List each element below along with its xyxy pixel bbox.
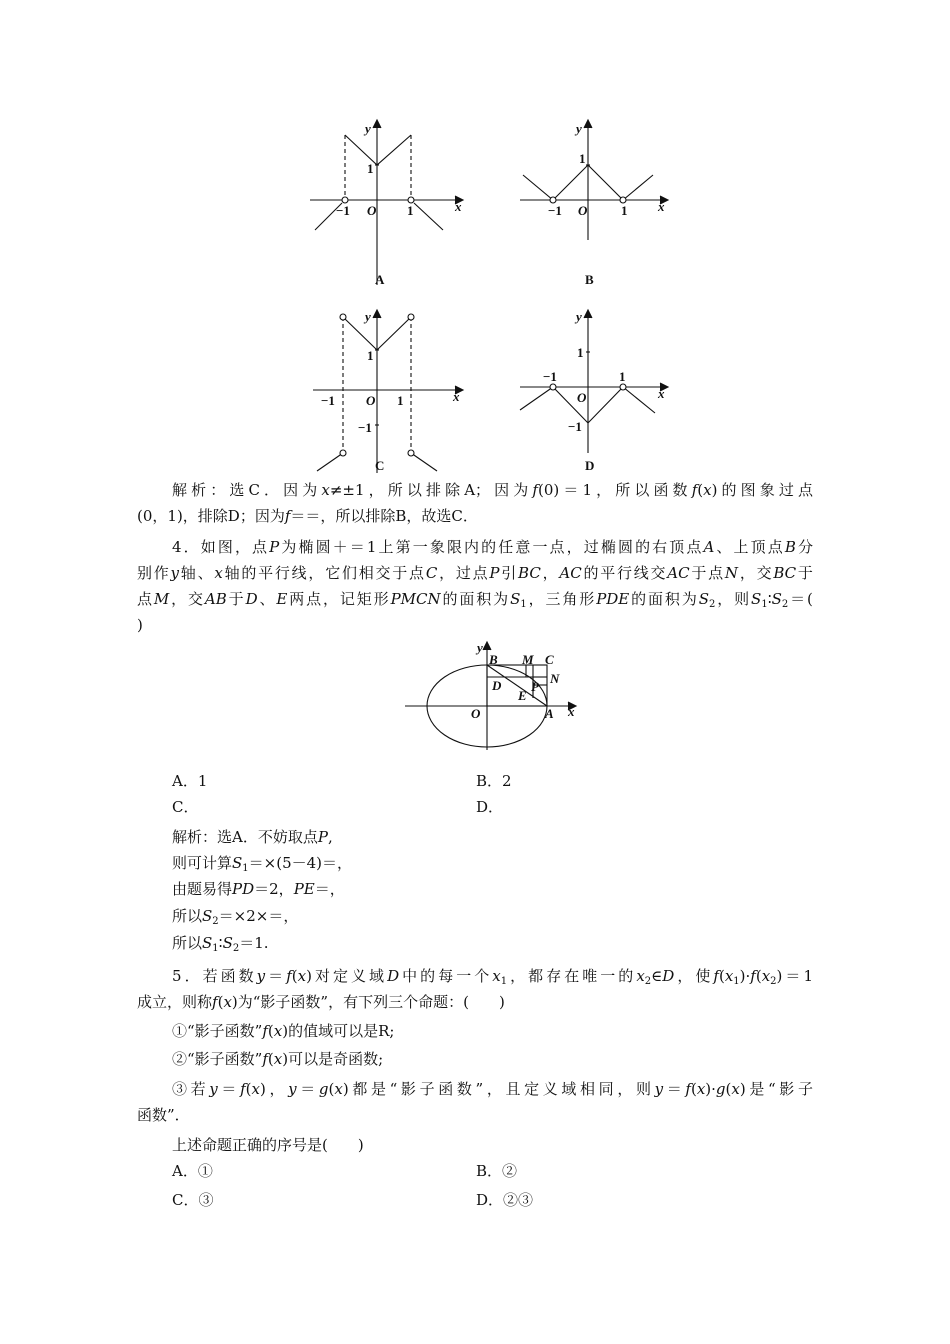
ellipse-y-label: y xyxy=(477,640,483,655)
q5-option-d[interactable]: D．②③ xyxy=(476,1191,534,1209)
q5-option-a[interactable]: A．① xyxy=(172,1162,213,1180)
graph-b-y-label: y xyxy=(576,121,582,136)
graph-d-y-neg-one: −1 xyxy=(568,419,582,434)
graph-c-y-label: y xyxy=(365,309,371,324)
q5-proposition-3: ③若y＝f(x)，y＝g(x)都是“影子函数”，且定义域相同，则y＝f(x)·g(x)是“影子 xyxy=(172,1080,813,1098)
graph-d-x-neg-one: −1 xyxy=(543,369,557,384)
q4-solution-line1: 解析：选A．不妨取点P, xyxy=(172,828,333,846)
q4-stem-line2: 别作y轴、x轴的平行线，它们相交于点C，过点P引BC，AC的平行线交AC于点N，交BC于 xyxy=(137,564,813,582)
graph-d-x-one: 1 xyxy=(619,369,626,384)
graph-b xyxy=(515,115,685,290)
q5-question: 上述命题正确的序号是( ) xyxy=(172,1136,364,1154)
q5-stem-line2: 成立，则称f(x)为“影子函数”，有下列三个命题：( ) xyxy=(137,993,505,1011)
graph-b-x-label: x xyxy=(658,199,665,214)
graph-b-y-one: 1 xyxy=(579,151,586,166)
q3-solution-line2: (0，1)，排除D；因为f＝＝，所以排除B，故选C． xyxy=(137,507,478,525)
ellipse-point-a: A xyxy=(545,706,554,721)
q4-option-c[interactable]: C． xyxy=(172,798,199,816)
q4-option-a[interactable]: A．1 xyxy=(172,772,208,790)
graph-b-origin: O xyxy=(578,203,588,218)
q5-option-c[interactable]: C．③ xyxy=(172,1191,214,1209)
ellipse-point-c: C xyxy=(545,652,554,667)
graph-c-origin: O xyxy=(366,393,376,408)
ellipse-point-m: M xyxy=(522,652,534,667)
q5-proposition-3-cont: 函数”． xyxy=(137,1106,190,1124)
graph-b-x-neg-one: −1 xyxy=(548,203,562,218)
graph-d xyxy=(515,305,685,480)
graph-a-caption: A xyxy=(375,272,385,287)
graph-a-y-label: y xyxy=(365,121,371,136)
ellipse-figure xyxy=(400,640,590,755)
q4-stem-line4: ) xyxy=(137,616,143,634)
graph-c-x-label: x xyxy=(453,389,460,404)
ellipse-point-n: N xyxy=(550,671,560,686)
q5-proposition-2: ②“影子函数”f(x)可以是奇函数; xyxy=(172,1050,384,1068)
graph-a-x-one: 1 xyxy=(407,203,414,218)
q4-solution-line5: 所以$S_1∶S_2=1$. xyxy=(172,934,269,954)
q5-stem-line1: 5．若函数y＝f(x)对定义域D中的每一个$x_1$，都存在唯一的$x_2\in D$，使$f(x_1)\cdot f(x_2)=1$ xyxy=(172,967,813,987)
graph-d-y-one: 1 xyxy=(577,345,584,360)
ellipse-point-p: P xyxy=(531,679,539,694)
q3-solution-line1: 解析：选C．因为x≠±1，所以排除A；因为f(0)＝1，所以函数f(x)的图象过点 xyxy=(172,481,814,499)
graph-d-origin: O xyxy=(577,390,587,405)
graph-c-caption: C xyxy=(375,458,385,473)
graph-a-y-one: 1 xyxy=(367,161,374,176)
graph-a-origin: O xyxy=(367,203,377,218)
graph-a-x-label: x xyxy=(455,199,462,214)
graph-c xyxy=(305,305,475,480)
q5-proposition-1: ①“影子函数”f(x)的值域可以是R; xyxy=(172,1022,395,1040)
graph-d-x-label: x xyxy=(658,386,665,401)
graph-c-x-one: 1 xyxy=(397,393,404,408)
ellipse-point-b: B xyxy=(489,652,498,667)
q4-stem-line1: 4．如图，点P为椭圆＋＝1上第一象限内的任意一点，过椭圆的右顶点A、上顶点B分 xyxy=(172,538,813,556)
ellipse-x-label: x xyxy=(568,704,575,719)
q4-solution-line3: 由题易得PD＝2，PE＝， xyxy=(172,880,345,898)
graph-c-y-one: 1 xyxy=(367,348,374,363)
q5-option-b[interactable]: B．② xyxy=(476,1162,518,1180)
graph-c-x-neg-one: −1 xyxy=(321,393,335,408)
ellipse-point-e: E xyxy=(518,688,527,703)
graph-d-caption: D xyxy=(585,458,595,473)
graph-b-x-one: 1 xyxy=(621,203,628,218)
graph-a xyxy=(305,115,475,290)
graph-b-caption: B xyxy=(585,272,594,287)
q4-option-b[interactable]: B．2 xyxy=(476,772,512,790)
graph-c-y-neg-one: −1 xyxy=(358,420,372,435)
q4-stem-line3: 点M，交AB于D、E两点，记矩形PMCN的面积为$S_1$，三角形PDE的面积为$S_2$，则$S_1∶S_2=$( xyxy=(137,590,813,610)
q4-option-d[interactable]: D． xyxy=(476,798,504,816)
graph-a-x-neg-one: −1 xyxy=(336,203,350,218)
ellipse-point-d: D xyxy=(492,678,502,693)
graph-d-y-label: y xyxy=(576,309,582,324)
q4-solution-line2: 则可计算$S_1=\times(5-4)=$， xyxy=(172,854,353,874)
ellipse-origin: O xyxy=(471,706,481,721)
q4-solution-line4: 所以$S_2=\times 2\times=$， xyxy=(172,907,299,927)
